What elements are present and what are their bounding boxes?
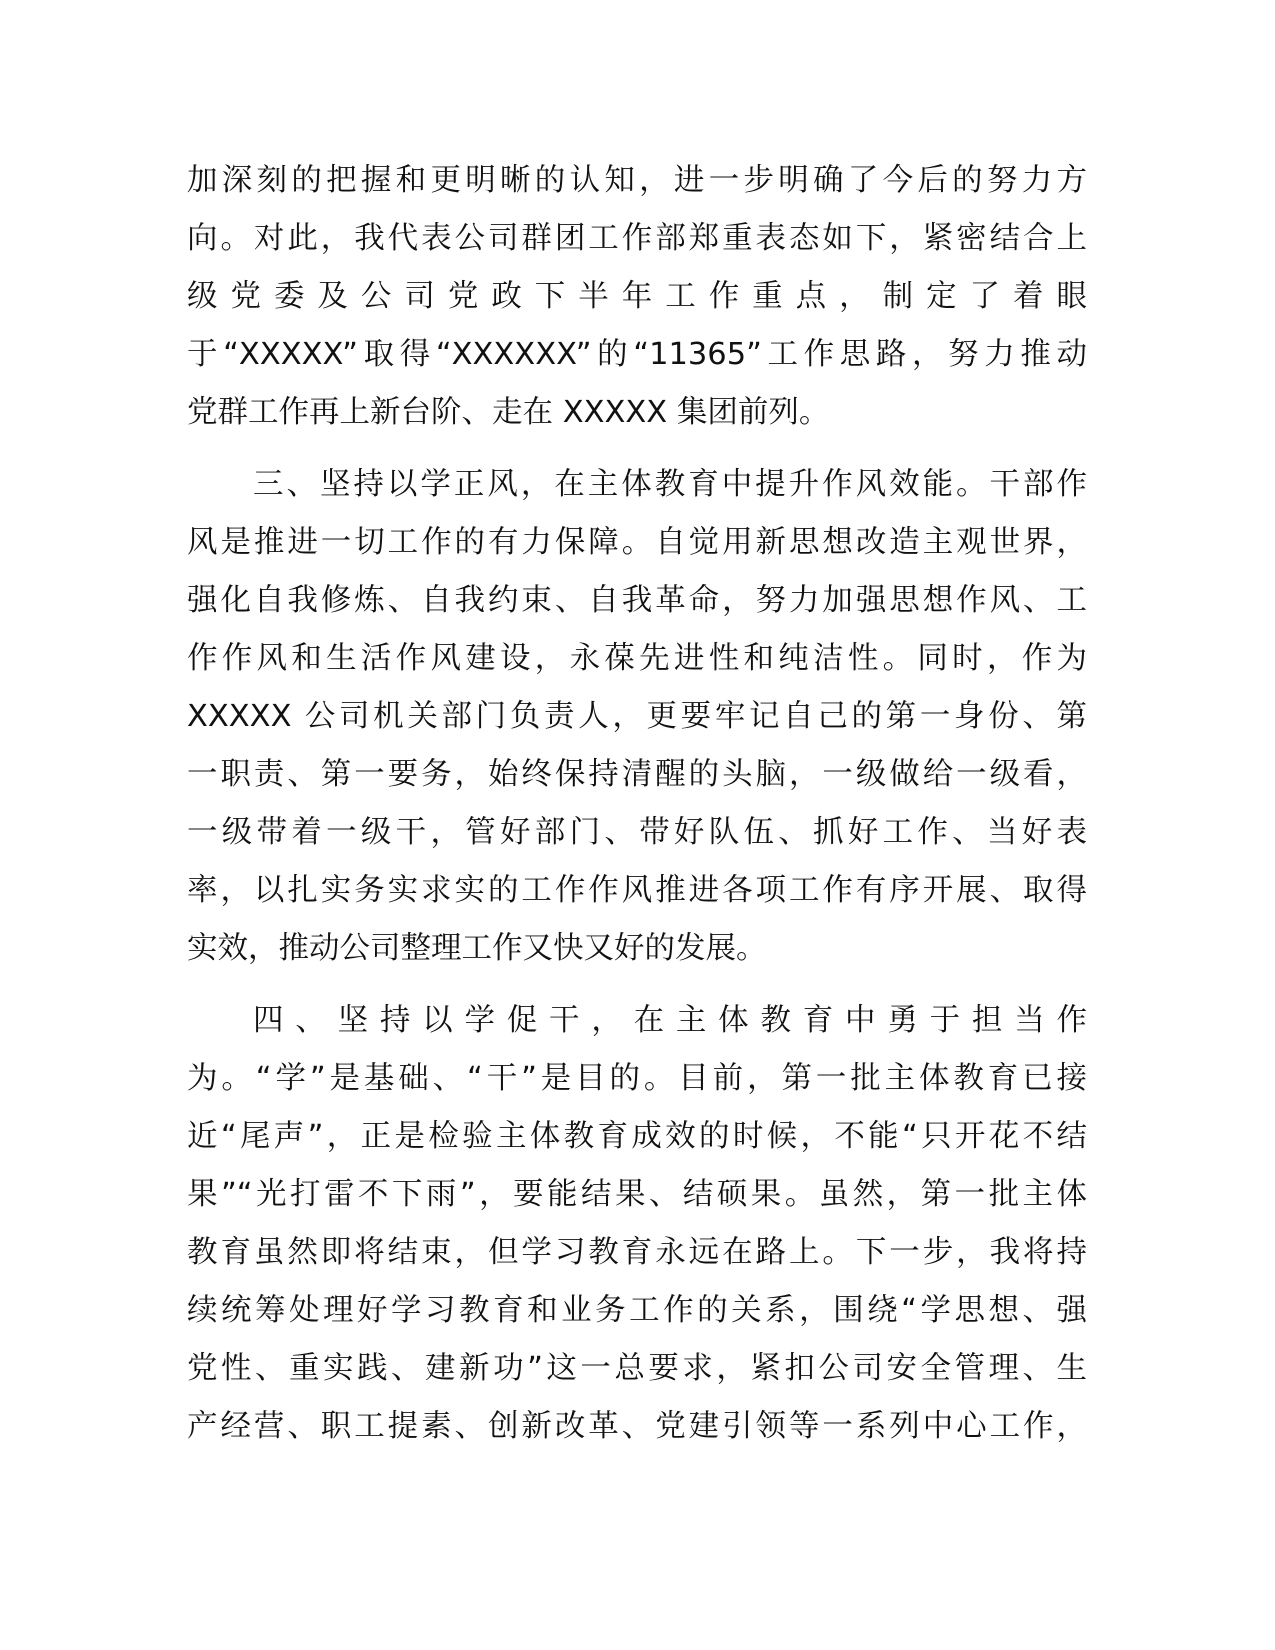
text-line: XXXXX 公司机关部门负责人，更要牢记自己的第一身份、第 <box>187 699 1087 734</box>
text-line: 近“尾声”，正是检验主体教育成效的时候，不能“只开花不结 <box>187 1119 1087 1154</box>
text-line: 四、坚持以学促干，在主体教育中勇于担当作 <box>253 1003 1087 1038</box>
text-line: 一级带着一级干，管好部门、带好队伍、抓好工作、当好表 <box>187 815 1087 850</box>
text-line: 产经营、职工提素、创新改革、党建引领等一系列中心工作， <box>187 1409 1087 1444</box>
text-line: 实效，推动公司整理工作又快又好的发展。 <box>187 931 767 966</box>
text-line: 级党委及公司党政下半年工作重点，制定了着眼 <box>187 279 1087 314</box>
paragraph-continuation <box>187 152 1087 442</box>
text-line: 强化自我修炼、自我约束、自我革命，努力加强思想作风、工 <box>187 583 1087 618</box>
paragraph-section-four <box>187 992 1087 1456</box>
paragraph-spacer <box>187 442 1087 456</box>
text-line: 党群工作再上新台阶、走在 XXXXX 集团前列。 <box>187 395 830 430</box>
text-line: 一职责、第一要务，始终保持清醒的头脑，一级做给一级看， <box>187 757 1087 792</box>
text-line: 三、坚持以学正风，在主体教育中提升作风效能。干部作 <box>253 467 1087 502</box>
text-line: 加深刻的把握和更明晰的认知，进一步明确了今后的努力方 <box>187 163 1087 198</box>
text-line: 为。“学”是基础、“干”是目的。目前，第一批主体教育已接 <box>187 1061 1087 1096</box>
text-line: 向。对此，我代表公司群团工作部郑重表态如下，紧密结合上 <box>187 221 1087 256</box>
text-line: 教育虽然即将结束，但学习教育永远在路上。下一步，我将持 <box>187 1235 1087 1270</box>
text-line: 于“XXXXX”取得“XXXXXX”的“11365”工作思路，努力推动 <box>187 337 1087 372</box>
text-line: 率，以扎实务实求实的工作作风推进各项工作有序开展、取得 <box>187 873 1087 908</box>
paragraph-spacer <box>187 978 1087 992</box>
document-body <box>187 152 1087 1456</box>
paragraph-section-three <box>187 456 1087 978</box>
text-line: 党性、重实践、建新功”这一总要求，紧扣公司安全管理、生 <box>187 1351 1087 1386</box>
text-line: 风是推进一切工作的有力保障。自觉用新思想改造主观世界， <box>187 525 1087 560</box>
text-line: 作作风和生活作风建设，永葆先进性和纯洁性。同时，作为 <box>187 641 1087 676</box>
text-line: 续统筹处理好学习教育和业务工作的关系，围绕“学思想、强 <box>187 1293 1087 1328</box>
text-line: 果”“光打雷不下雨”，要能结果、结硕果。虽然，第一批主体 <box>187 1177 1087 1212</box>
